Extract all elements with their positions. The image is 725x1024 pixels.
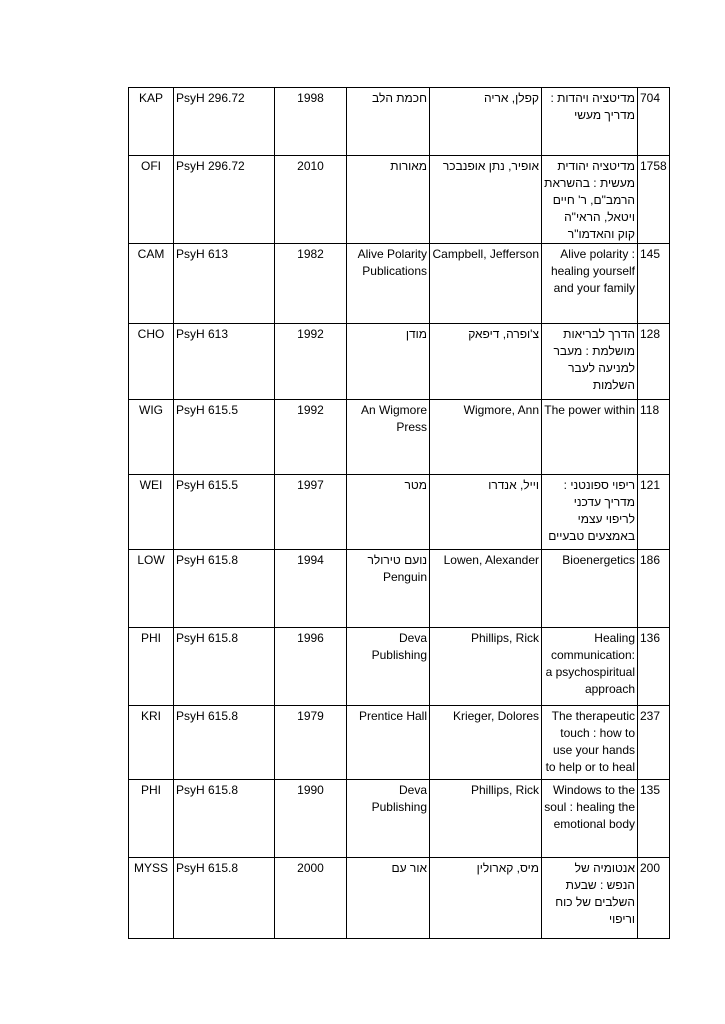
cell-year (275, 324, 347, 400)
cell-publisher-text: נועם טירולר Penguin (367, 553, 427, 584)
cell-publisher (347, 628, 430, 706)
cell-title (542, 550, 638, 628)
cell-title (542, 475, 638, 550)
cell-publisher-text: Alive Polarity Publications (357, 247, 427, 278)
cell-code-text: KRI (140, 709, 161, 723)
cell-code (129, 780, 174, 858)
cell-title-text: מדיטציה יהודית מעשית : בהשראת הרמב"ם, ר' חיים ויטאל, הראי"ה קוק והאדמו"ר (544, 159, 635, 241)
cell-publisher (347, 550, 430, 628)
cell-call-number-text: PsyH 615.8 (176, 709, 239, 723)
cell-code (129, 628, 174, 706)
cell-publisher (347, 156, 430, 244)
cell-title (542, 780, 638, 858)
cell-record-number-text: 200 (640, 861, 661, 875)
cell-title-text: Healing communication: a psychospiritual approach (545, 631, 635, 696)
cell-author-text: אופיר, נתן אופנבכר (442, 159, 539, 173)
cell-code-text: OFI (141, 159, 161, 173)
cell-record-number (638, 156, 670, 244)
cell-code (129, 324, 174, 400)
cell-author-text: צ'ופרה, דיפאק (468, 327, 539, 341)
cell-author-text: Phillips, Rick (470, 631, 539, 645)
table-row (129, 858, 670, 939)
cell-year (275, 628, 347, 706)
cell-publisher-text: מודן (405, 327, 427, 341)
cell-year (275, 88, 347, 156)
table-row (129, 780, 670, 858)
cell-year (275, 400, 347, 475)
cell-publisher-text: An Wigmore Press (360, 403, 427, 434)
cell-title-text: The power within (544, 403, 635, 417)
table-row (129, 628, 670, 706)
cell-code (129, 475, 174, 550)
cell-publisher (347, 324, 430, 400)
cell-call-number (174, 550, 275, 628)
cell-code-text: WIG (139, 403, 163, 417)
cell-record-number-text: 118 (640, 403, 660, 417)
cell-author (430, 400, 542, 475)
table-row (129, 156, 670, 244)
cell-author-text: Campbell, Jefferson (432, 247, 539, 261)
cell-year (275, 475, 347, 550)
cell-title (542, 88, 638, 156)
table-row (129, 400, 670, 475)
cell-author-text: Wigmore, Ann (463, 403, 539, 417)
cell-year (275, 858, 347, 939)
cell-title-text: מדיטציה ויהדות : מדריך מעשי (550, 91, 635, 122)
cell-author (430, 780, 542, 858)
cell-year-text: 1992 (297, 327, 324, 341)
cell-year (275, 244, 347, 324)
cell-call-number (174, 400, 275, 475)
cell-call-number-text: PsyH 613 (176, 247, 229, 261)
cell-author (430, 706, 542, 780)
cell-year-text: 1992 (297, 403, 324, 417)
cell-year-text: 1996 (297, 631, 324, 645)
cell-record-number (638, 858, 670, 939)
table-row (129, 88, 670, 156)
cell-publisher (347, 88, 430, 156)
cell-title (542, 324, 638, 400)
cell-publisher-text: חכמת הלב (372, 91, 427, 105)
cell-call-number (174, 244, 275, 324)
cell-call-number (174, 780, 275, 858)
cell-record-number-text: 128 (640, 327, 661, 341)
cell-code (129, 156, 174, 244)
cell-call-number-text: PsyH 615.8 (176, 553, 239, 567)
cell-record-number (638, 400, 670, 475)
cell-author-text: וייל, אנדרו (488, 478, 539, 492)
cell-author-text: Lowen, Alexander (443, 553, 539, 567)
cell-publisher (347, 780, 430, 858)
cell-code (129, 244, 174, 324)
cell-record-number-text: 135 (640, 783, 661, 797)
cell-record-number-text: 136 (640, 631, 661, 645)
cell-author-text: קפלן, אריה (484, 91, 539, 105)
cell-code-text: WEI (139, 478, 163, 492)
cell-record-number (638, 475, 670, 550)
cell-year-text: 1997 (297, 478, 324, 492)
cell-call-number (174, 706, 275, 780)
cell-title-text: Windows to the soul : healing the emotional body (544, 783, 635, 831)
cell-author-text: Krieger, Dolores (452, 709, 539, 723)
cell-call-number (174, 156, 275, 244)
cell-author (430, 244, 542, 324)
cell-publisher (347, 706, 430, 780)
cell-record-number-text: 704 (640, 91, 661, 105)
cell-author (430, 858, 542, 939)
cell-publisher-text: מאורות (390, 159, 427, 173)
cell-record-number-text: 186 (640, 553, 661, 567)
cell-call-number-text: PsyH 296.72 (176, 91, 245, 105)
cell-year-text: 2000 (297, 861, 324, 875)
table-row (129, 324, 670, 400)
cell-publisher-text: Deva Publishing (371, 631, 427, 662)
cell-publisher-text: Deva Publishing (371, 783, 427, 814)
cell-author-text: Phillips, Rick (470, 783, 539, 797)
table-row (129, 550, 670, 628)
cell-author (430, 88, 542, 156)
cell-author (430, 628, 542, 706)
cell-title (542, 400, 638, 475)
cell-publisher-text: Prentice Hall (358, 709, 427, 723)
cell-title (542, 706, 638, 780)
cell-publisher (347, 400, 430, 475)
cell-record-number-text: 121 (640, 478, 661, 492)
cell-title-text: הדרך לבריאות מושלמת : מעבר למניעה לעבר השלמות (553, 327, 635, 392)
cell-year-text: 1998 (297, 91, 324, 105)
cell-title (542, 858, 638, 939)
cell-publisher-text: אור עם (391, 861, 427, 875)
cell-code-text: PHI (140, 783, 161, 797)
cell-call-number (174, 324, 275, 400)
cell-call-number-text: PsyH 615.8 (176, 783, 239, 797)
cell-title-text: Bioenergetics (562, 553, 635, 567)
cell-code (129, 550, 174, 628)
cell-record-number-text: 237 (640, 709, 661, 723)
cell-title (542, 628, 638, 706)
cell-publisher (347, 244, 430, 324)
cell-record-number (638, 244, 670, 324)
cell-year (275, 550, 347, 628)
cell-year (275, 780, 347, 858)
cell-year-text: 1979 (297, 709, 324, 723)
cell-author (430, 156, 542, 244)
cell-publisher (347, 475, 430, 550)
cell-code (129, 400, 174, 475)
cell-call-number-text: PsyH 615.5 (176, 403, 239, 417)
cell-record-number (638, 550, 670, 628)
cell-record-number (638, 706, 670, 780)
cell-title (542, 156, 638, 244)
cell-year-text: 1990 (297, 783, 324, 797)
cell-title-text: Alive polarity : healing yourself and your family (550, 247, 635, 295)
cell-record-number (638, 628, 670, 706)
cell-title-text: אנטומיה של הנפש : שבעת השלבים של כוח וריפוי (555, 861, 635, 926)
cell-call-number (174, 858, 275, 939)
cell-record-number (638, 324, 670, 400)
cell-code-text: CHO (137, 327, 165, 341)
cell-record-number-text: 1758 (640, 159, 667, 173)
cell-year-text: 1982 (297, 247, 324, 261)
cell-code (129, 858, 174, 939)
cell-call-number-text: PsyH 615.5 (176, 478, 239, 492)
cell-code-text: CAM (137, 247, 165, 261)
cell-author-text: מיס, קארולין (476, 861, 539, 875)
catalog-table (128, 87, 670, 939)
cell-title-text: The therapeutic touch : how to use your hands to help or to heal (545, 709, 635, 774)
cell-call-number-text: PsyH 615.8 (176, 631, 239, 645)
table-row (129, 475, 670, 550)
cell-year-text: 1994 (297, 553, 324, 567)
catalog-body (129, 88, 670, 939)
cell-call-number (174, 475, 275, 550)
cell-record-number (638, 88, 670, 156)
cell-code-text: PHI (140, 631, 161, 645)
cell-author (430, 475, 542, 550)
cell-year (275, 156, 347, 244)
cell-author (430, 550, 542, 628)
cell-call-number-text: PsyH 613 (176, 327, 229, 341)
cell-author (430, 324, 542, 400)
cell-code-text: LOW (137, 553, 165, 567)
cell-record-number-text: 145 (640, 247, 661, 261)
cell-publisher-text: מטר (404, 478, 427, 492)
cell-call-number (174, 628, 275, 706)
cell-call-number-text: PsyH 615.8 (176, 861, 239, 875)
cell-code-text: MYSS (133, 861, 168, 875)
cell-call-number (174, 88, 275, 156)
cell-title (542, 244, 638, 324)
cell-code (129, 706, 174, 780)
cell-year-text: 2010 (297, 159, 324, 173)
cell-year (275, 706, 347, 780)
table-row (129, 244, 670, 324)
cell-call-number-text: PsyH 296.72 (176, 159, 245, 173)
cell-record-number (638, 780, 670, 858)
cell-code-text: KAP (138, 91, 163, 105)
table-row (129, 706, 670, 780)
cell-title-text: ריפוי ספונטני : מדריך עדכני לריפוי עצמי באמצעים טבעיים (548, 478, 635, 543)
cell-publisher (347, 858, 430, 939)
cell-code (129, 88, 174, 156)
